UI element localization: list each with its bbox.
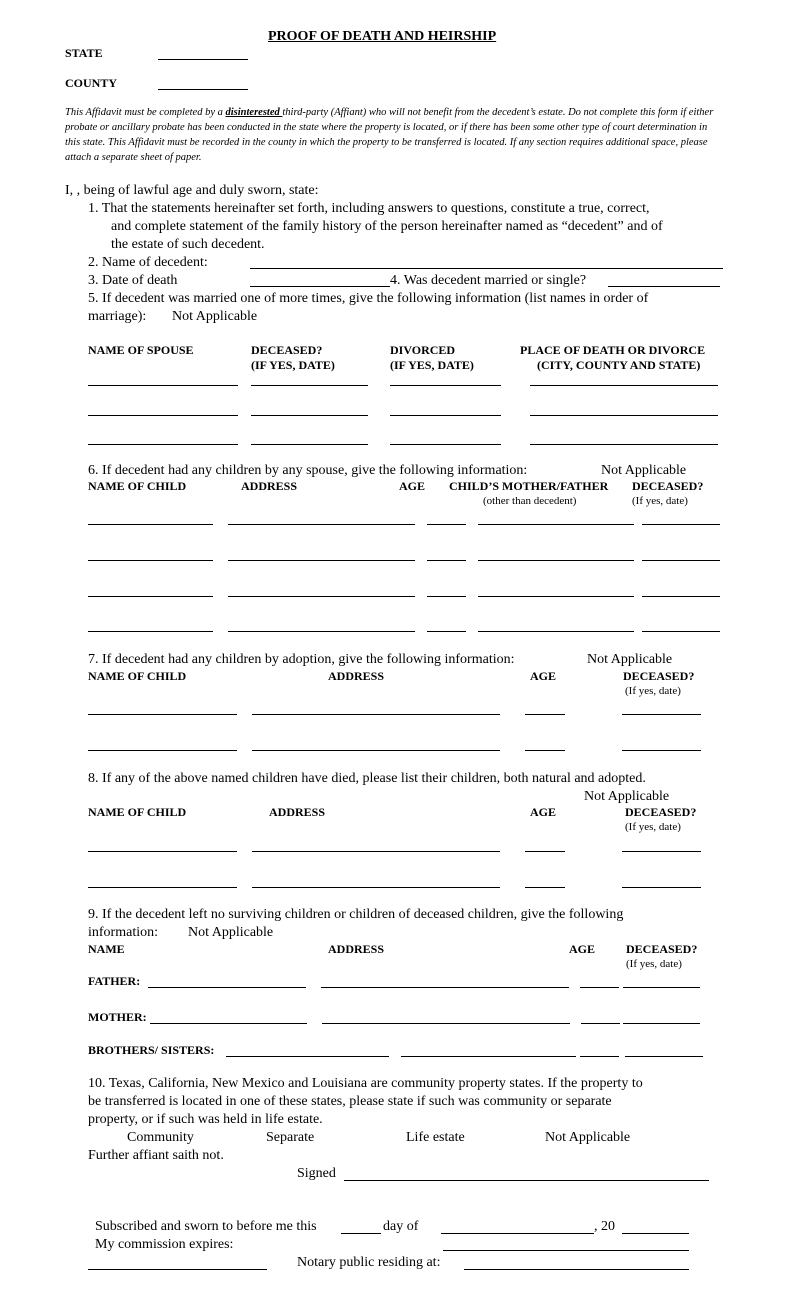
q5-header-deceased: DECEASED? — [251, 343, 323, 357]
q6-not-applicable: Not Applicable — [601, 463, 687, 478]
grandchild-row2-field3[interactable] — [525, 887, 565, 888]
signature-field[interactable] — [344, 1180, 709, 1181]
q8-header-child: NAME OF CHILD — [88, 805, 187, 819]
siblings-row1-field4[interactable] — [625, 1056, 703, 1057]
q10-line2: be transferred is located in one of these states, please state if such was community or separate — [88, 1094, 612, 1109]
mother-row1-field2[interactable] — [322, 1023, 570, 1024]
q1-line2: and complete statement of the family history of the person hereinafter named as “decedent” and of — [111, 219, 663, 234]
q1-line1: 1. That the statements hereinafter set forth, including answers to questions, constitute a true, correct, — [88, 201, 650, 216]
siblings-row1-field1[interactable] — [226, 1056, 389, 1057]
spouse-row3-field1[interactable] — [88, 444, 238, 445]
q5-header-place-sub: (CITY, COUNTY AND STATE) — [537, 358, 701, 372]
mother-label: MOTHER: — [88, 1010, 147, 1024]
grandchild-row2-field2[interactable] — [252, 887, 500, 888]
q6-text: 6. If decedent had any children by any spouse, give the following information: — [88, 463, 528, 478]
notary-residence-field[interactable] — [464, 1269, 689, 1270]
page-title: PROOF OF DEATH AND HEIRSHIP — [268, 29, 497, 44]
spouse-row3-field3[interactable] — [390, 444, 501, 445]
child-row4-field4[interactable] — [478, 631, 634, 632]
adopted-child-row2-field1[interactable] — [88, 750, 237, 751]
option-community[interactable]: Community — [127, 1130, 194, 1145]
child-row2-field5[interactable] — [642, 560, 720, 561]
child-row2-field1[interactable] — [88, 560, 213, 561]
q5-header-divorced: DIVORCED — [390, 343, 456, 357]
adopted-child-row2-field4[interactable] — [622, 750, 701, 751]
q8-header-deceased-sub: (If yes, date) — [625, 821, 681, 833]
q9-line1: 9. If the decedent left no surviving children or children of deceased children, give the following — [88, 907, 624, 922]
adopted-child-row1-field4[interactable] — [622, 714, 701, 715]
oath-text: I, , being of lawful age and duly sworn, state: — [65, 183, 319, 198]
q7-header-deceased-sub: (If yes, date) — [625, 685, 681, 697]
q6-header-age: AGE — [399, 479, 426, 493]
sworn-day-field[interactable] — [341, 1233, 381, 1234]
q9-header-deceased-sub: (If yes, date) — [626, 958, 682, 970]
q7-header-deceased: DECEASED? — [623, 669, 695, 683]
q8-text: 8. If any of the above named children have died, please list their children, both natural and adopted. — [88, 771, 646, 786]
q5-not-applicable: Not Applicable — [172, 309, 258, 324]
spouse-row3-field2[interactable] — [251, 444, 368, 445]
q6-header-address: ADDRESS — [241, 479, 298, 493]
county-field[interactable] — [158, 89, 248, 90]
child-row1-field1[interactable] — [88, 524, 213, 525]
child-row1-field5[interactable] — [642, 524, 720, 525]
q7-header-age: AGE — [530, 669, 557, 683]
state-field[interactable] — [158, 59, 248, 60]
state-label: STATE — [65, 46, 103, 60]
spouse-row1-field3[interactable] — [390, 385, 501, 386]
q9-header-address: ADDRESS — [328, 942, 385, 956]
spouse-row2-field2[interactable] — [251, 415, 368, 416]
decedent-name-field[interactable] — [250, 268, 723, 269]
q9-header-deceased: DECEASED? — [626, 942, 698, 956]
q9-header-age: AGE — [569, 942, 596, 956]
instructions-emphasis: disinterested — [225, 107, 283, 118]
q5-header-place: PLACE OF DEATH OR DIVORCE — [520, 343, 706, 357]
q5-line2: marriage): — [88, 309, 147, 324]
q7-header-child: NAME OF CHILD — [88, 669, 187, 683]
option-not-applicable[interactable]: Not Applicable — [545, 1130, 631, 1145]
q8-not-applicable: Not Applicable — [584, 789, 670, 804]
grandchild-row1-field1[interactable] — [88, 851, 237, 852]
further-affiant-text: Further affiant saith not. — [88, 1148, 224, 1163]
sworn-text: Subscribed and sworn to before me this — [95, 1219, 317, 1234]
q5-header-spouse: NAME OF SPOUSE — [88, 343, 194, 357]
adopted-child-row1-field1[interactable] — [88, 714, 237, 715]
adopted-child-row2-field2[interactable] — [252, 750, 500, 751]
q6-header-parent: CHILD’S MOTHER/FATHER — [449, 479, 609, 493]
adopted-child-row1-field3[interactable] — [525, 714, 565, 715]
child-row4-field1[interactable] — [88, 631, 213, 632]
child-row4-field2[interactable] — [228, 631, 415, 632]
father-row1-field4[interactable] — [623, 987, 700, 988]
signed-label: Signed — [297, 1166, 336, 1181]
child-row2-field3[interactable] — [427, 560, 466, 561]
grandchild-row1-field2[interactable] — [252, 851, 500, 852]
q1-line3: the estate of such decedent. — [111, 237, 265, 252]
q6-header-parent-sub: (other than decedent) — [483, 495, 577, 507]
child-row3-field5[interactable] — [642, 596, 720, 597]
child-row2-field4[interactable] — [478, 560, 634, 561]
q8-header-address: ADDRESS — [269, 805, 326, 819]
q9-line2: information: — [88, 925, 158, 940]
q9-not-applicable: Not Applicable — [188, 925, 274, 940]
q3-label: 3. Date of death — [88, 273, 178, 288]
commission-label: My commission expires: — [95, 1237, 234, 1252]
instructions-text-1: This Affidavit must be completed by a — [65, 107, 226, 118]
option-life-estate[interactable]: Life estate — [406, 1130, 465, 1145]
father-label: FATHER: — [88, 974, 141, 988]
child-row1-field3[interactable] — [427, 524, 466, 525]
q7-not-applicable: Not Applicable — [587, 652, 673, 667]
child-row2-field2[interactable] — [228, 560, 415, 561]
q8-header-age: AGE — [530, 805, 557, 819]
mother-row1-field4[interactable] — [623, 1023, 700, 1024]
date-of-death-field[interactable] — [250, 286, 390, 287]
residing-label: Notary public residing at: — [297, 1255, 441, 1270]
spouse-row2-field4[interactable] — [530, 415, 718, 416]
q6-header-deceased: DECEASED? — [632, 479, 704, 493]
q8-header-deceased: DECEASED? — [625, 805, 697, 819]
adopted-child-row2-field3[interactable] — [525, 750, 565, 751]
mother-row1-field1[interactable] — [150, 1023, 307, 1024]
q10-line3: property, or if such was held in life estate. — [88, 1112, 323, 1127]
spouse-row1-field2[interactable] — [251, 385, 368, 386]
notary-signature-field[interactable] — [443, 1250, 689, 1251]
q4-label: 4. Was decedent married or single? — [390, 273, 587, 288]
spouse-row2-field3[interactable] — [390, 415, 501, 416]
child-row3-field4[interactable] — [478, 596, 634, 597]
instructions-text-2: third-party (Affiant) who will not benefit from the decedent’s estate. Do not complete this form if either probate or ancillary probate has been conducted in the state where the property is located, or if there has been some other type of court determination in this state. This Affidavit must be recorded in the county in which the property to be transferred is located. If any section requires additional space, please attach a separate sheet of paper. — [65, 107, 714, 163]
grandchild-row2-field1[interactable] — [88, 887, 237, 888]
siblings-label: BROTHERS/ SISTERS: — [88, 1043, 215, 1057]
option-separate[interactable]: Separate — [266, 1130, 315, 1145]
q5-line1: 5. If decedent was married one of more times, give the following information (list names in order of — [88, 291, 649, 306]
sworn-month-field[interactable] — [441, 1233, 594, 1234]
child-row4-field3[interactable] — [427, 631, 466, 632]
child-row1-field2[interactable] — [228, 524, 415, 525]
grandchild-row2-field4[interactable] — [622, 887, 701, 888]
q5-header-divorced-sub: (IF YES, DATE) — [390, 358, 474, 372]
q9-header-name: NAME — [88, 942, 125, 956]
q10-line1: 10. Texas, California, New Mexico and Louisiana are community property states. If the property to — [88, 1076, 643, 1091]
adopted-child-row1-field2[interactable] — [252, 714, 500, 715]
sworn-year-field[interactable] — [622, 1233, 689, 1234]
q7-header-address: ADDRESS — [328, 669, 385, 683]
commission-expires-field[interactable] — [88, 1269, 267, 1270]
child-row3-field1[interactable] — [88, 596, 213, 597]
q6-header-deceased-sub: (If yes, date) — [632, 495, 688, 507]
spouse-row2-field1[interactable] — [88, 415, 238, 416]
child-row3-field2[interactable] — [228, 596, 415, 597]
father-row1-field1[interactable] — [148, 987, 306, 988]
day-of-label: day of — [383, 1219, 419, 1234]
child-row3-field3[interactable] — [427, 596, 466, 597]
mother-row1-field3[interactable] — [581, 1023, 620, 1024]
q5-header-deceased-sub: (IF YES, DATE) — [251, 358, 335, 372]
child-row4-field5[interactable] — [642, 631, 720, 632]
marital-status-field[interactable] — [608, 286, 720, 287]
father-row1-field2[interactable] — [321, 987, 569, 988]
spouse-row1-field1[interactable] — [88, 385, 238, 386]
q2-label: 2. Name of decedent: — [88, 255, 208, 270]
spouse-row3-field4[interactable] — [530, 444, 718, 445]
siblings-row1-field3[interactable] — [580, 1056, 619, 1057]
q7-text: 7. If decedent had any children by adoption, give the following information: — [88, 652, 515, 667]
grandchild-row1-field3[interactable] — [525, 851, 565, 852]
year-prefix-label: , 20 — [594, 1219, 615, 1234]
siblings-row1-field2[interactable] — [401, 1056, 576, 1057]
father-row1-field3[interactable] — [580, 987, 619, 988]
spouse-row1-field4[interactable] — [530, 385, 718, 386]
q6-header-child: NAME OF CHILD — [88, 479, 187, 493]
instructions-paragraph — [65, 105, 725, 165]
grandchild-row1-field4[interactable] — [622, 851, 701, 852]
county-label: COUNTY — [65, 76, 118, 90]
child-row1-field4[interactable] — [478, 524, 634, 525]
